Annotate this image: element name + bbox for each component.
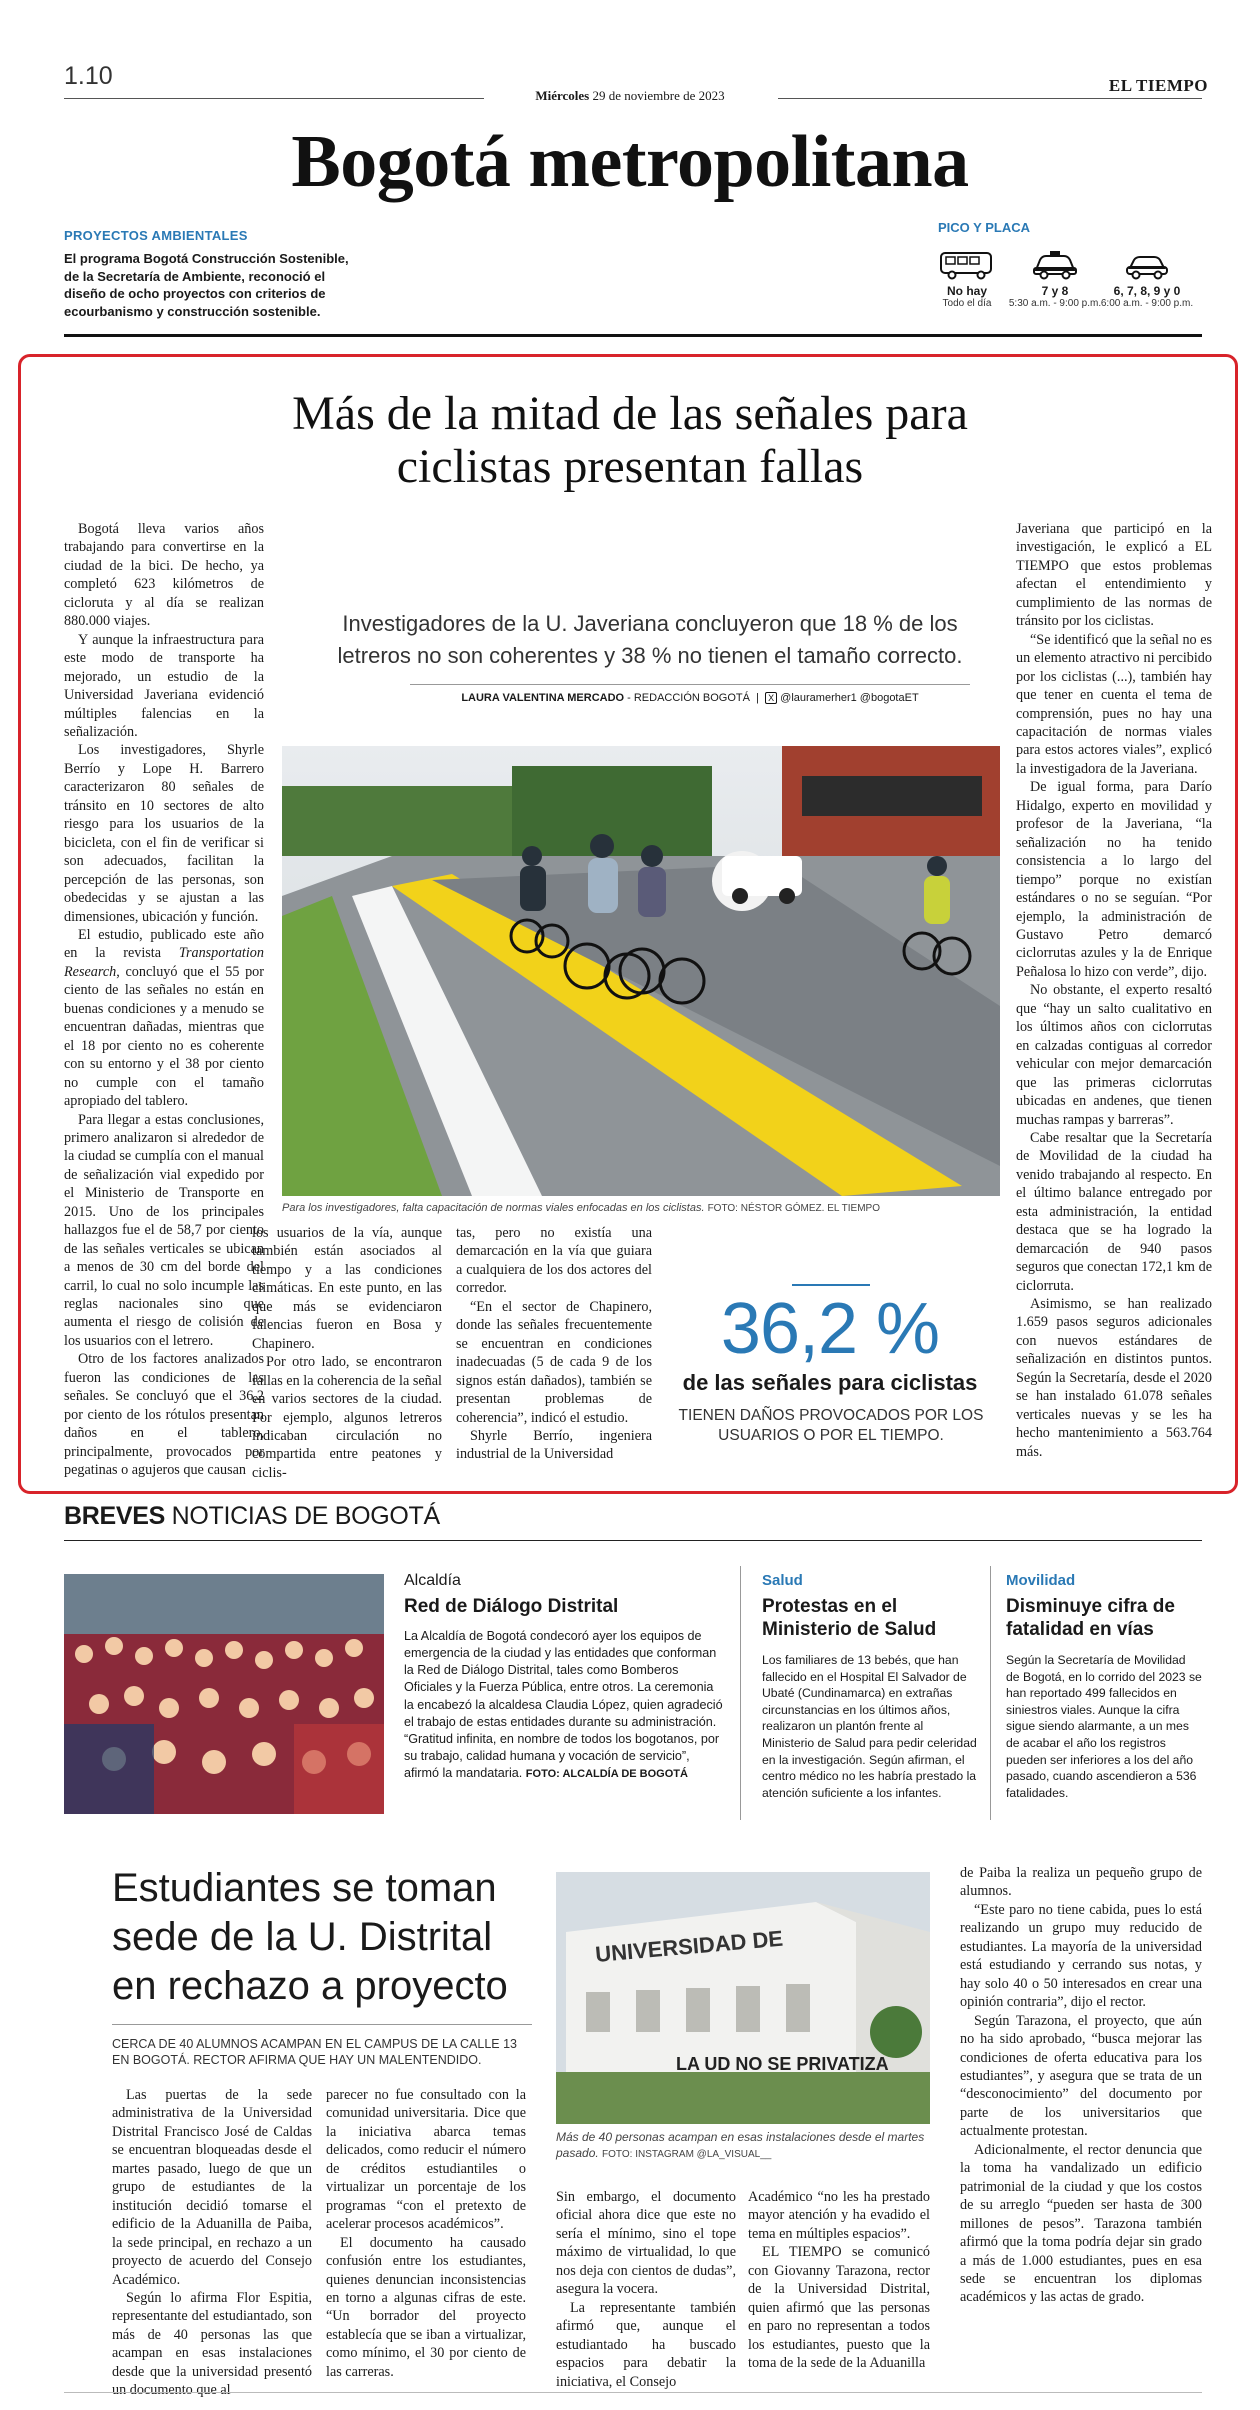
cyclists-photo — [282, 746, 1000, 1196]
alcaldia-ceremony-photo — [64, 1574, 384, 1814]
main-photo-credit: FOTO: NÉSTOR GÓMEZ. EL TIEMPO — [707, 1203, 881, 1214]
stat-value: 36,2 % — [720, 1289, 940, 1369]
second-deck: CERCA DE 40 ALUMNOS ACAMPAN EN EL CAMPUS DE LA CALLE 13 EN BOGOTÁ. RECTOR AFIRMA QUE HAY UN MALENTENDIDO. — [112, 2037, 518, 2068]
car-icon — [1092, 246, 1202, 280]
byline-rule — [410, 684, 970, 685]
second-column-2: parecer no fue consultado con la comunidad universitaria. Dice que la iniciativa abarca temas delicados, como reducir el número de créditos estudiantiles o virtualizar un porcentaje de los programas “con el pretexto de acelerar procesos académicos”. El documento ha causado confusión entre los estudiantes, quienes denuncian inconsistencias en torno a algunas cifras de este. “Un borrador del proyecto establecía que se iban a virtualizar, como mínimo, el 30 por ciento de las carreras. — [326, 2087, 526, 2380]
byline: LAURA VALENTINA MERCADO - REDACCIÓN BOGOTÁ | X @lauramerher1 @bogotaET — [461, 692, 919, 704]
breves-divider-1 — [740, 1566, 741, 1820]
second-column-4: Académico “no les ha prestado mayor atención y ha evadido el tema en múltiples espacios”. EL TIEMPO se comunicó con Giovanny Tarazona, rector de la Universidad Distrital, quien afirmó que las personas en paro no representan a todos los estudiantes, puesto que la toma de la sede de la Aduanilla — [748, 2189, 930, 2372]
second-headline: Estudiantes se toman sede de la U. Distrital en rechazo a proyecto — [112, 1866, 508, 2008]
proyectos-text: El programa Bogotá Construcción Sostenible, de la Secretaría de Ambiente, reconoció el diseño de ocho proyectos con criterios de ecourbanismo y construcción sostenible. — [64, 251, 349, 319]
photo-graffiti-text: LA UD NO SE PRIVATIZA — [676, 2054, 889, 2074]
second-column-1: Las puertas de la sede administrativa de la Universidad Distrital Francisco José de Caldas se encuentran bloqueadas desde el martes pasado, luego de que un grupo de estudiantes de la institución decidió tomarse el edificio de la Aduanilla de Paiba, la sede principal, en rechazo a un proyecto de acuerdo del Consejo Académico. Según lo afirma Flor Espitia, representante del estudiantado, son más de 40 personas las que acampan en esas instalaciones desde que la universidad presentó un documento que al — [112, 2087, 312, 2399]
section-title: Bogotá metropolitana — [291, 121, 969, 203]
stat-rule — [792, 1284, 870, 1286]
header-rule-right — [778, 98, 1202, 99]
brief-2-title: Protestas en el Ministerio de Salud — [762, 1596, 937, 1640]
second-photo-caption: Más de 40 personas acampan en esas instalaciones desde el martes pasado. FOTO: INSTAGRAM @LA_VISUAL__ — [556, 2130, 925, 2160]
main-headline: Más de la mitad de las señales para ciclistas presentan fallas — [292, 387, 968, 493]
second-column-3: Sin embargo, el documento oficial ahora dice que este no sería el mínimo, sino el tope máximo de virtualidad, lo que nos deja con cientos de dudas”, asegura la vocera. La representante también afirmó que, aunque el estudiantado ha buscado espacios para debatir la iniciativa, el Consejo — [556, 2189, 736, 2390]
brief-2-text: Los familiares de 13 bebés, que han fallecido en el Hospital El Salvador de Ubaté (Cundinamarca) en extrañas circunstancias en los últimos años, realizaron un plantón frente al Ministerio de Salud para pedir celeridad en la investigación. Según afirman, el centro médico no les habría prestado la atención suficiente a los infantes. — [762, 1653, 977, 1800]
main-column-2: los usuarios de la vía, aunque también están asociados al tiempo y a las condiciones climáticas. En este punto, en las que más se evidenciaron falencias fueron en Bosa y Chapinero. Por otro lado, se encontraron fallas en la coherencia de la señal en varios sectores de la ciudad. Por ejemplo, algunos letreros indicaban circulación no compartida entre peatones y ciclis- — [252, 1225, 442, 1481]
stat-subtitle: de las señales para ciclistas — [682, 1370, 978, 1395]
main-column-4: Javeriana que participó en la investigación, le explicó a EL TIEMPO que estos problemas afectan el entendimiento y cumplimiento de las normas de tránsito por los ciclistas. “Se identificó que la señal no es un elemento atractivo ni percibido por los ciclistas (...), también hay que tener en cuenta el tema de comprensión, pues no hay una capacitación de normas viales para estos actores viales”, explicó la investigadora de la Javeriana. De igual forma, para Darío Hidalgo, experto en movilidad y profesor de la Javeriana, “la señalización no ha tenido consistencia a lo largo del tiempo” porque no existían estándares o no se seguían. “Por ejemplo, la administración de Gustavo Petro demarcó ciclorrutas azules y la de Enrique Peñalosa lo hizo con verde”, dijo. No obstante, el experto resaltó que “hay un salto cualitativo en los últimos años con ciclorrutas en calzadas contiguas al corredor vehicular con mejor demarcación que las primeras ciclorrutas ubicadas en andenes, que tienen muchas rampas y barreras”. Cabe resaltar que la Secretaría de Movilidad de la ciudad ha venido trabajando al respecto. En el último balance entregado por esta administración, la entidad destaca que se ha logrado la demarcación de 940 pasos seguros que conectan 172,1 km de ciclorruta. Asimismo, se han realizado 1.659 pasos seguros adicionales con nuevos estándares de señalización en distintos puntos. Según la Secretaría, desde el 2020 se han instalado 61.078 señales verticales nuevas y se les ha hecho mantenimiento a 563.764 más. — [1016, 521, 1213, 1460]
pico-placa-label: PICO Y PLACA — [938, 220, 1030, 235]
proyectos-label: PROYECTOS AMBIENTALES — [64, 228, 248, 243]
page-number: 1.10 — [64, 62, 113, 90]
breves-rule — [64, 1540, 1202, 1541]
pico-item-taxi: 7 y 8 5:30 a.m. - 9:00 p.m. — [1000, 246, 1110, 309]
second-photo-credit: FOTO: INSTAGRAM @LA_VISUAL__ — [602, 2148, 772, 2160]
main-column-1: Bogotá lleva varios años trabajando para convertirse en la ciudad de la bici. De hecho, ya completó 623 kilómetros de cicloruta y al día se realizan 880.000 viajes. Y aunque la infraestructura para este modo de transporte ha mejorado, un estudio de la Universidad Javeriana evidenció múltiples falencias en la señalización. Los investigadores, Shyrle Berrío y Lope H. Barrero caracterizaron 80 señales de tránsito en 10 sectores de alto riesgo para los usuarios de la bicicleta, con el fin de verificar si son adecuados, facilitan la percepción de las personas, son obedecidas y se ajustan a las dimensiones, ubicación y función. El estudio, publicado este año en la revista Transportation Research, concluyó que el 55 por ciento de las señales no están en buenas condiciones y a menudo se encuentran dañadas, mientras que el 18 por ciento no es coherente con su entorno y el 38 por ciento no cumple con el tamaño apropiado del tablero. Para llegar a estas conclusiones, primero analizaron si alrededor de la ciudad se cumplía con el manual de señalización vial expedido por el Ministerio de Transporte en 2015. Uno de los principales hallazgos fue el de 58,7 por ciento de las señales verticales se ubican a menos de 30 cm del borde del carril, lo cual no solo incumple las reglas nacionales sino que aumenta el riesgo de colisión de los usuarios con el letrero. Otro de los factores analizados fueron las condiciones de las señales. Se concluyó que el 36,2 por ciento de los rótulos presentan daños en el tablero, principalmente, provocados por pegatinas o agujeros que causan — [64, 521, 264, 1479]
brief-3-text: Según la Secretaría de Movilidad de Bogotá, en lo corrido del 2023 se han reportado 499 fallecidos en siniestros viales. Aunque la cifra sigue siendo alarmante, a un mes de acabar el año los registros pueden ser inferiores a los del año pasado, cuando ascendieron a 536 fatalidades. — [1006, 1653, 1202, 1800]
second-column-5: de Paiba la realiza un pequeño grupo de alumnos. “Este paro no tiene cabida, pues lo está realizando un grupo muy reducido de estudiantes. La mayoría de la universidad está estudiando y cerrando sus notas, y hay solo 40 o 50 interesados en crear una opinión contraria”, dijo el rector. Según Tarazona, el proyecto, que aún no ha sido aprobado, “busca mejorar las condiciones de oferta educativa para los estudiantes”, y asegura que se trata de un “desconocimiento” del documento por parte de los universitarios que actualmente protestan. Adicionalmente, el rector denuncia que la toma ha vandalizado un edificio patrimonial de la ciudad y que los costos de su arreglo “pueden ser hasta de 300 millones de pesos”. Tarazona también afirmó que la toma podría dejar sin grado a más de 1.000 estudiantes, pues en esa sede se encuentran los diplomas académicos y las actas de grado. — [960, 1865, 1202, 2306]
brief-1-credit: FOTO: ALCALDÍA DE BOGOTÁ — [525, 1768, 688, 1780]
second-headline-rule — [112, 2024, 532, 2025]
brief-1-kicker: Alcaldía — [404, 1572, 461, 1589]
photo-sign-text: UNIVERSIDAD DE — [594, 1925, 784, 1967]
pico-item-bus: No hay Todo el día — [912, 246, 1022, 309]
brief-1-text: La Alcaldía de Bogotá condecoró ayer los equipos de emergencia de la ciudad y las entidades que conforman la Red de Diálogo Distrital, tales como Bomberos Oficiales y la Fuerza Pública, entre otros. La ceremonia la encabezó la alcaldesa Claudia López, quien agradeció el trabajo de estas entidades durante su administración. “Gratitud infinita, en nombre de todos los bogotanos, por su trabajo, calidad humana y vocación de servicio”, afirmó la mandataria. FOTO: ALCALDÍA DE BOGOTÁ — [404, 1629, 723, 1780]
main-deck: Investigadores de la U. Javeriana concluyeron que 18 % de los letreros no son coherentes y 38 % no tienen el tamaño correcto. — [337, 611, 963, 668]
main-photo-caption: Para los investigadores, falta capacitación de normas viales enfocadas en los ciclistas. FOTO: NÉSTOR GÓMEZ. EL TIEMPO — [282, 1202, 881, 1214]
page-bottom-rule — [64, 2392, 1202, 2393]
brief-1-title: Red de Diálogo Distrital — [404, 1596, 619, 1617]
header-rule-left — [64, 98, 484, 99]
brief-2-kicker: Salud — [762, 1572, 803, 1589]
pico-item-car: 6, 7, 8, 9 y 0 6:00 a.m. - 9:00 p.m. — [1092, 246, 1202, 309]
header-divider — [64, 334, 1202, 337]
brief-3-kicker: Movilidad — [1006, 1572, 1076, 1589]
newspaper-brand: EL TIEMPO — [1108, 76, 1208, 95]
breves-divider-2 — [990, 1566, 991, 1820]
main-column-3: tas, pero no existía una demarcación en la vía que guiara a cualquiera de los dos actores del corredor. “En el sector de Chapinero, donde las señales frecuentemente se encuentran en condiciones inadecuadas (5 de cada 9 de los signos están dañados), también se presentan problemas de coherencia”, indicó el estudio. Shyrle Berrío, ingeniera industrial de la Universidad — [456, 1225, 652, 1463]
stat-note: TIENEN DAÑOS PROVOCADOS POR LOS USUARIOS O POR EL TIEMPO. — [678, 1407, 984, 1445]
universidad-protest-photo — [556, 1872, 930, 2124]
brief-3-title: Disminuye cifra de fatalidad en vías — [1006, 1596, 1175, 1640]
x-icon: X — [765, 692, 777, 704]
breves-heading: BREVES NOTICIAS DE BOGOTÁ — [64, 1502, 440, 1530]
issue-date: Miércoles 29 de noviembre de 2023 — [535, 88, 725, 103]
